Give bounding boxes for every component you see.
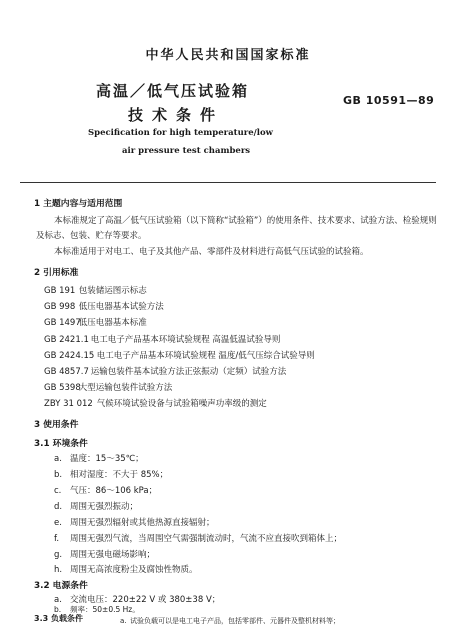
english-title-line2: air pressure test chambers xyxy=(122,146,251,156)
section2-heading: 2 引用标准 xyxy=(34,268,79,278)
subsection-3-2-heading: 3.2 电源条件 xyxy=(34,581,88,591)
list-item xyxy=(120,616,340,626)
ref-item xyxy=(44,381,172,393)
section1-para2: 本标准适用于对电工、电子及其他产品、零部件及材料进行高低气压试验的试验箱。 xyxy=(54,247,369,257)
item-label: a. xyxy=(54,595,62,605)
item-text: 周围无强烈振动； xyxy=(70,502,139,512)
item-label: a. xyxy=(120,617,127,625)
item-label: b. xyxy=(54,605,62,614)
ref-code: GB 2424.15 xyxy=(44,351,95,361)
ref-code: GB 998 xyxy=(44,302,76,312)
item-text: 周围无高浓度粉尘及腐蚀性物质。 xyxy=(70,565,198,575)
national-standard-header: 中华人民共和国国家标准 xyxy=(145,48,311,63)
item-label: h. xyxy=(54,565,63,575)
document-title-line2: 技术条件 xyxy=(128,106,225,124)
ref-item xyxy=(44,349,315,361)
list-item xyxy=(54,452,144,464)
ref-title: 大型运输包装件试验方法 xyxy=(78,383,173,393)
list-item xyxy=(54,563,198,575)
ref-code: GB 4857.7 xyxy=(44,367,89,377)
ref-code: ZBY 31 012 xyxy=(44,399,93,409)
section3-heading: 3 使用条件 xyxy=(34,420,79,430)
list-item xyxy=(54,532,342,544)
ref-code: GB 191 xyxy=(44,286,76,296)
subsection-3-3-heading: 3.3 负载条件 xyxy=(34,614,83,623)
item-label: d. xyxy=(54,502,63,512)
section1-heading: 1 主题内容与适用范围 xyxy=(34,199,123,209)
ref-title: 气候环境试验设备与试验箱噪声功率级的测定 xyxy=(96,399,267,409)
item-text: 试验负载可以是电工电子产品，包括零部件、元器件及整机材料等； xyxy=(130,617,340,625)
item-label: c. xyxy=(54,486,62,496)
english-title-line1: Specification for high temperature/low xyxy=(88,128,273,138)
list-item xyxy=(54,500,138,512)
ref-code: GB 5398 xyxy=(44,383,81,393)
item-label: f. xyxy=(54,534,60,544)
subsection-3-1-heading: 3.1 环境条件 xyxy=(34,439,88,449)
item-text: 相对湿度：不大于 85%； xyxy=(70,470,169,480)
list-item xyxy=(54,468,168,480)
standard-number: GB 10591—89 xyxy=(343,94,435,107)
item-label: b. xyxy=(54,470,63,480)
document-title-line1: 高温／低气压试验箱 xyxy=(96,82,250,100)
item-label: e. xyxy=(54,518,62,528)
ref-item xyxy=(44,284,147,296)
item-label: g. xyxy=(54,550,63,560)
item-text: 温度：15～35℃； xyxy=(70,454,144,464)
item-text: 频率：50±0.5 Hz。 xyxy=(70,605,140,614)
ref-title: 低压电器基本试验方法 xyxy=(78,302,164,312)
section1-para1-line1: 本标准规定了高温／低气压试验箱（以下简称“试验箱”）的使用条件、技术要求、试验方法、检验规则 xyxy=(54,216,437,226)
item-text: 气压：86～106 kPa； xyxy=(70,486,158,496)
ref-item xyxy=(44,397,267,409)
item-text: 交流电压：220±22 V 或 380±38 V； xyxy=(70,595,221,605)
item-text: 周围无强烈气流，当周围空气需强制流动时，气流不应直接吹到箱体上； xyxy=(70,534,343,544)
ref-item xyxy=(44,316,147,328)
item-text: 周围无强电磁场影响； xyxy=(70,550,156,560)
ref-title: 包装储运图示标志 xyxy=(78,286,147,296)
item-label: a. xyxy=(54,454,62,464)
ref-title: 电工电子产品基本环境试验规程 高温低温试验导则 xyxy=(90,335,281,345)
header-divider xyxy=(20,182,436,183)
ref-title: 低压电器基本标准 xyxy=(78,318,147,328)
section1-para1-line2: 及标志、包装、贮存等要求。 xyxy=(36,231,147,241)
item-text: 周围无强烈辐射或其他热源直接辐射； xyxy=(70,518,215,528)
ref-item xyxy=(44,300,164,312)
list-item xyxy=(54,516,215,528)
ref-code: GB 2421.1 xyxy=(44,335,89,345)
ref-code: GB 1497 xyxy=(44,318,81,328)
ref-item xyxy=(44,333,280,345)
ref-title: 电工电子产品基本环境试验规程 温度/低气压综合试验导则 xyxy=(96,351,315,361)
list-item xyxy=(54,484,157,496)
ref-item xyxy=(44,365,286,377)
list-item xyxy=(54,548,155,560)
ref-title: 运输包装件基本试验方法正弦振动（定频）试验方法 xyxy=(90,367,287,377)
